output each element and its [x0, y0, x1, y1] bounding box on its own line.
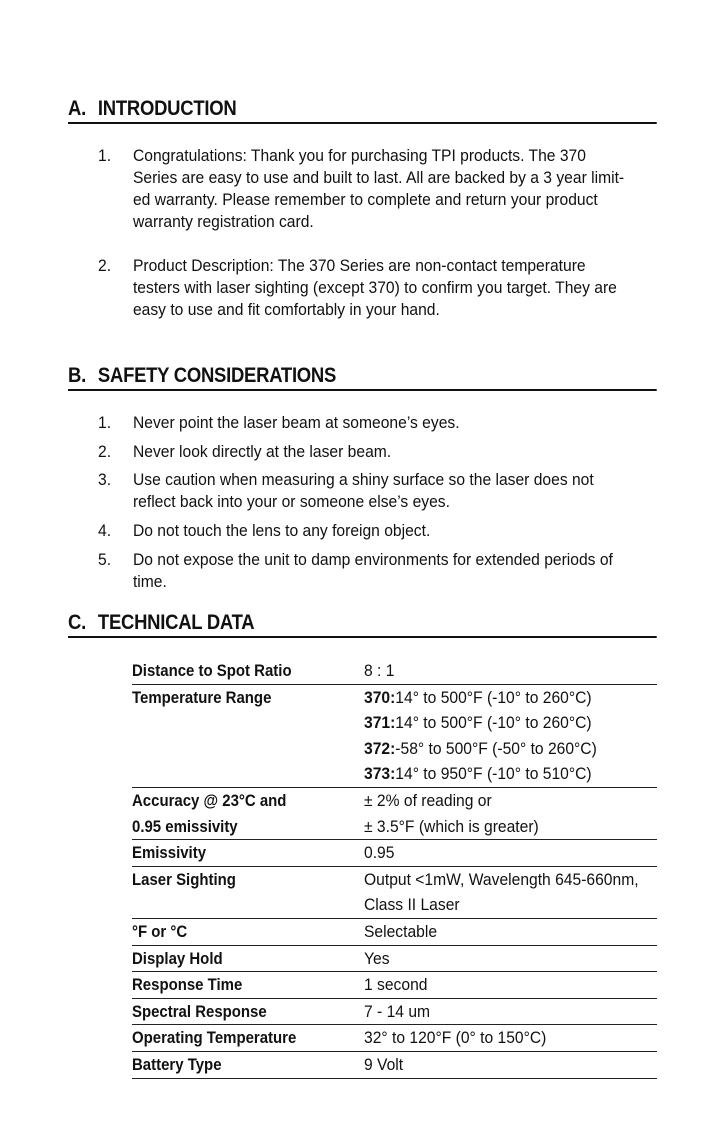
section-title: INTRODUCTION: [97, 97, 237, 120]
item-text-line: Do not touch the lens to any foreign object.: [132, 521, 431, 540]
item-text-line: Congratulations: Thank you for purchasing TPI products. The 370: [132, 146, 586, 165]
table-row: [132, 685, 657, 788]
item-text: [133, 412, 648, 434]
model-number: 371:: [364, 713, 396, 733]
row-value: Output <1mW, Wavelength 645-660nm, Class II Laser: [364, 869, 639, 915]
section-technical-data: [68, 611, 657, 638]
row-label: Battery Type: [132, 1054, 222, 1074]
item-text: [133, 520, 648, 542]
section-title: SAFETY CONSIDERATIONS: [97, 364, 337, 387]
section-heading-safety: [68, 364, 657, 391]
table-row: [132, 1025, 657, 1052]
model-number: 373:: [364, 764, 396, 784]
list-item: [98, 520, 613, 542]
section-letter: B.: [68, 364, 86, 387]
row-value: 32° to 120°F (0° to 150°C): [364, 1028, 547, 1048]
row-value: 0.95: [364, 843, 395, 863]
section-heading-technical-data: [68, 611, 657, 638]
item-text-line: warranty registration card.: [132, 212, 314, 231]
table-row: [132, 840, 657, 867]
item-text: [133, 469, 648, 513]
list-item: [98, 412, 613, 434]
row-label: Operating Temperature: [132, 1028, 297, 1048]
table-row: [132, 1052, 657, 1079]
item-text: [133, 549, 648, 593]
row-value: 1 second: [364, 975, 428, 995]
section-letter: C.: [68, 611, 86, 634]
section-introduction: [68, 97, 657, 124]
item-number: 3.: [98, 470, 112, 489]
section-heading-introduction: [68, 97, 657, 124]
table-row: [132, 946, 657, 973]
item-text-line: testers with laser sighting (except 370) to confirm you target. They are: [132, 278, 617, 297]
item-text-line: Never point the laser beam at someone’s eyes.: [132, 413, 460, 432]
item-text: [133, 145, 648, 233]
table-row: [132, 867, 657, 919]
row-value: Selectable: [364, 921, 438, 941]
item-number: 2.: [98, 442, 112, 461]
model-number: 372:: [364, 738, 396, 758]
list-item: [98, 441, 613, 463]
technical-data-table: [132, 658, 657, 1079]
item-number: 2.: [98, 256, 112, 275]
row-value: ± 2% of reading or ± 3.5°F (which is greater): [364, 790, 539, 836]
row-value: 7 - 14 um: [364, 1001, 431, 1021]
item-text-line: Use caution when measuring a shiny surface so the laser does not: [132, 470, 594, 489]
row-label: Accuracy @ 23°C and 0.95 emissivity: [132, 790, 287, 836]
item-number: 1.: [98, 413, 112, 432]
table-row: [132, 972, 657, 999]
row-label: Temperature Range: [132, 687, 272, 707]
table-row: [132, 788, 657, 840]
row-label: °F or °C: [132, 921, 188, 941]
row-label: Emissivity: [132, 843, 207, 863]
item-text-line: reflect back into your or someone else’s eyes.: [132, 492, 450, 511]
section-title: TECHNICAL DATA: [97, 611, 255, 634]
table-row: [132, 919, 657, 946]
section-letter: A.: [68, 97, 86, 120]
list-item: [98, 255, 617, 321]
item-text-line: Do not expose the unit to damp environments for extended periods of: [132, 550, 613, 569]
item-text-line: Series are easy to use and built to last. All are backed by a 3 year limit-: [132, 168, 625, 187]
table-row: [132, 658, 657, 685]
list-item: [98, 469, 613, 513]
item-number: 5.: [98, 550, 112, 569]
row-label: Distance to Spot Ratio: [132, 661, 292, 680]
row-value: 8 : 1: [364, 661, 395, 680]
list-item: [98, 145, 625, 233]
item-text: [133, 441, 648, 463]
list-item: [98, 549, 613, 593]
row-label: Response Time: [132, 975, 243, 995]
row-value: 370:14° to 500°F (-10° to 260°C) 371:14° to 500°F (-10° to 260°C) 372:-58° to 500°F (-50° to 260°C) 373:14° to 950°F (-10° to 510°C): [364, 687, 597, 784]
item-number: 4.: [98, 521, 112, 540]
table-row: [132, 999, 657, 1026]
item-number: 1.: [98, 146, 112, 165]
item-text-line: easy to use and fit comfortably in your hand.: [132, 300, 440, 319]
item-text-line: ed warranty. Please remember to complete and return your product: [132, 190, 598, 209]
item-text-line: time.: [132, 572, 167, 591]
row-value: Yes: [364, 948, 390, 968]
row-label: Spectral Response: [132, 1001, 267, 1021]
item-text-line: Never look directly at the laser beam.: [132, 442, 392, 461]
row-label: Laser Sighting: [132, 869, 236, 889]
item-text-line: Product Description: The 370 Series are non-contact temperature: [132, 256, 586, 275]
section-safety: [68, 364, 657, 391]
row-value: 9 Volt: [364, 1054, 404, 1074]
item-text: [133, 255, 648, 321]
model-number: 370:: [364, 687, 396, 707]
row-label: Display Hold: [132, 948, 223, 968]
